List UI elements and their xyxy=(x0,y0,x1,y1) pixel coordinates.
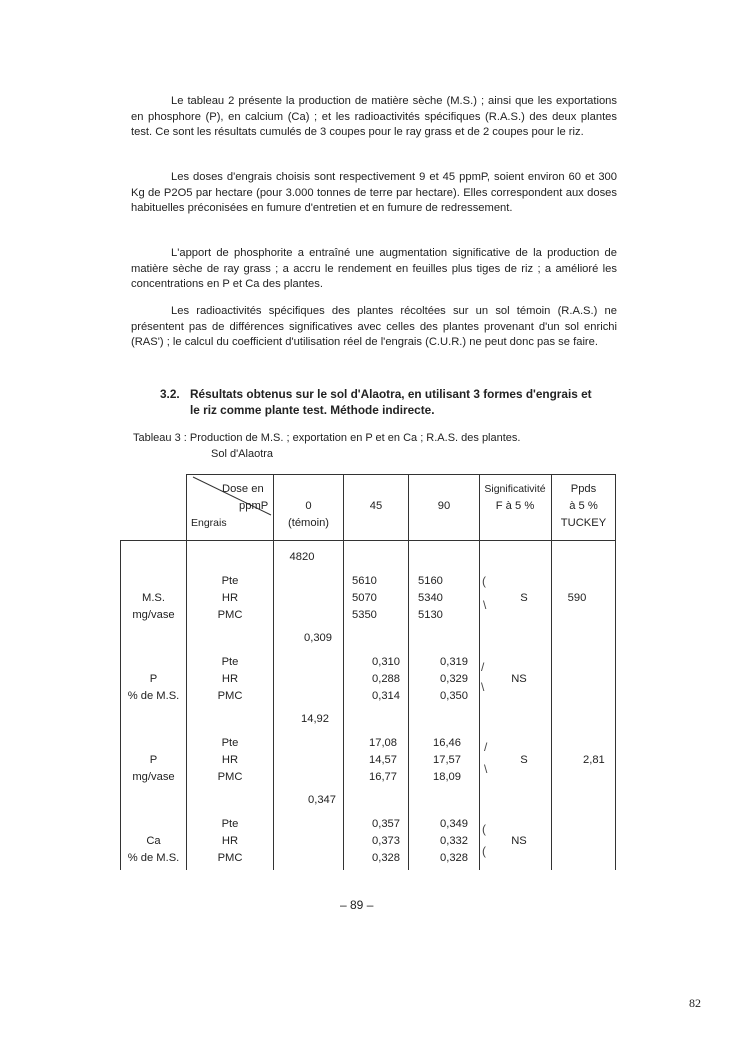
group-p-pct-row3-v45: 0,314 xyxy=(372,690,400,702)
group-p-pct-row1-engrais: Pte xyxy=(221,656,239,668)
group-ca-label2: % de M.S. xyxy=(127,852,180,864)
group-ca-row2-engrais: HR xyxy=(221,835,239,847)
group-p-mg-signif: S xyxy=(520,754,528,766)
section-title-line2: le riz comme plante test. Méthode indirecte. xyxy=(190,403,435,417)
group-p-pct-row1-v45: 0,310 xyxy=(372,656,400,668)
group-p-pct-brace-mark: / xyxy=(481,660,485,674)
group-ca-temoin: 0,347 xyxy=(308,794,336,806)
header-ppm-label: ppmP xyxy=(239,500,269,512)
group-p-mg-ppds: 2,81 xyxy=(583,754,605,766)
group-ms-row1-v90: 5160 xyxy=(418,575,443,587)
sheet-number: 82 xyxy=(689,996,701,1010)
group-ca-row1-engrais: Pte xyxy=(221,818,239,830)
group-p-mg-row2-v90: 17,57 xyxy=(433,754,461,766)
group-ms-row3-v90: 5130 xyxy=(418,609,443,621)
group-ca-brace-mark: ( xyxy=(482,822,486,836)
paragraph-3-text: L'apport de phosphorite a entraîné une augmentation significative de la production de matière sèche de ray grass ; a accru le rendement en feuilles plus tiges de riz ; a amélioré les concentrations en P et Ca des plantes. xyxy=(131,247,617,291)
group-p-pct-row1-v90: 0,319 xyxy=(440,656,468,668)
table-col-0-border xyxy=(273,474,274,870)
group-ms-temoin: 4820 xyxy=(289,551,315,563)
table-header-rule xyxy=(120,540,615,541)
group-p-mg-row2-engrais: HR xyxy=(221,754,239,766)
paragraph-2-text: Les doses d'engrais choisis sont respectivement 9 et 45 ppmP, soient environ 60 et 300 Kg de P2O5 par hectare (pour 3.000 tonnes de terre par hectare). Elles correspondent aux doses habituelles préconisées en fumure d'entretien et en fumure de redressement. xyxy=(131,171,617,215)
group-p-pct-row3-engrais: PMC xyxy=(217,690,243,702)
group-p-mg-row1-v45: 17,08 xyxy=(369,737,397,749)
group-p-mg-label1: P xyxy=(149,754,158,766)
group-p-pct-signif: NS xyxy=(511,673,527,685)
header-col-90: 90 xyxy=(437,500,451,512)
group-p-pct-label1: P xyxy=(149,673,158,685)
paragraph-1-text: Le tableau 2 présente la production de matière sèche (M.S.) ; ainsi que les exportations en phosphore (P), en calcium (Ca) ; et les radioactivités spécifiques (R.A.S.) des deux plantes test. Ce sont les résultats cumulés de 3 coupes pour le ray grass et de 2 coupes pour le riz. xyxy=(131,95,617,139)
group-ca-row3-v45: 0,328 xyxy=(372,852,400,864)
group-p-mg-temoin: 14,92 xyxy=(301,713,329,725)
paragraph-3 xyxy=(131,246,617,293)
group-p-mg-row3-engrais: PMC xyxy=(217,771,243,783)
group-ms-brace-mark-2: \ xyxy=(483,598,487,612)
page-number: – 89 – xyxy=(340,898,374,912)
group-ca-signif: NS xyxy=(511,835,527,847)
group-ms-row3-engrais: PMC xyxy=(217,609,243,621)
header-engrais-label: Engrais xyxy=(191,517,227,529)
header-signif: Significativité xyxy=(484,483,546,495)
group-ms-row2-v45: 5070 xyxy=(352,592,377,604)
section-number: 3.2. xyxy=(160,387,180,401)
group-p-pct-brace-mark-2: \ xyxy=(481,680,485,694)
header-col-45: 45 xyxy=(369,500,383,512)
group-ca-row3-v90: 0,328 xyxy=(440,852,468,864)
table-col-90-border xyxy=(408,474,409,870)
group-ms-label2: mg/vase xyxy=(132,609,175,621)
paragraph-4-text: Les radioactivités spécifiques des plantes récoltées sur un sol témoin (R.A.S.) ne présentent pas de différences significatives avec celles des plantes provenant d'un sol enrichi (RAS') ; le calcul du coefficient d'utilisation réel de l'engrais (C.U.R.) ne peut donc pas se faire. xyxy=(131,305,617,349)
header-col-0: 0 xyxy=(305,500,312,512)
group-ms-row1-v45: 5610 xyxy=(352,575,377,587)
group-ca-row1-v90: 0,349 xyxy=(440,818,468,830)
group-ms-signif: S xyxy=(520,592,528,604)
group-ms-row3-v45: 5350 xyxy=(352,609,377,621)
group-p-pct-row3-v90: 0,350 xyxy=(440,690,468,702)
group-ms-ppds: 590 xyxy=(567,592,587,604)
group-p-pct-row2-engrais: HR xyxy=(221,673,239,685)
header-ppds: Ppds xyxy=(570,483,597,495)
paragraph-1 xyxy=(131,94,617,141)
group-p-mg-brace-mark: / xyxy=(484,740,488,754)
table-col-45-border xyxy=(343,474,344,870)
group-ms-row1-engrais: Pte xyxy=(221,575,239,587)
table-right-border xyxy=(615,474,616,870)
group-ca-label1: Ca xyxy=(146,835,161,847)
group-p-mg-row2-v45: 14,57 xyxy=(369,754,397,766)
group-ms-label1: M.S. xyxy=(142,592,165,604)
group-ca-row3-engrais: PMC xyxy=(217,852,243,864)
group-p-mg-label2: mg/vase xyxy=(132,771,175,783)
group-p-mg-row1-v90: 16,46 xyxy=(433,737,461,749)
group-p-pct-label2: % de M.S. xyxy=(127,690,180,702)
paragraph-2 xyxy=(131,170,617,217)
group-p-mg-brace-mark-2: \ xyxy=(484,762,488,776)
table-caption-line1: Tableau 3 : Production de M.S. ; exportation en P et en Ca ; R.A.S. des plantes. xyxy=(133,432,521,444)
header-dose-label: Dose en xyxy=(222,483,264,495)
table-caption xyxy=(133,431,623,462)
group-ca-row2-v90: 0,332 xyxy=(440,835,468,847)
header-col-0-sub: (témoin) xyxy=(287,517,330,529)
group-ms-row2-engrais: HR xyxy=(221,592,239,604)
group-ca-brace-mark-2: ( xyxy=(482,844,486,858)
group-ca-row1-v45: 0,357 xyxy=(372,818,400,830)
paragraph-4 xyxy=(131,304,617,351)
group-p-pct-row2-v45: 0,288 xyxy=(372,673,400,685)
header-ppds-sub: à 5 % xyxy=(569,500,598,512)
group-p-pct-row2-v90: 0,329 xyxy=(440,673,468,685)
section-title-line1: Résultats obtenus sur le sol d'Alaotra, en utilisant 3 formes d'engrais et xyxy=(190,387,592,401)
group-p-pct-temoin: 0,309 xyxy=(304,632,332,644)
table-left-border xyxy=(120,540,121,870)
group-ms-brace-mark: ( xyxy=(482,574,486,588)
group-p-mg-row3-v45: 16,77 xyxy=(369,771,397,783)
group-ms-row2-v90: 5340 xyxy=(418,592,443,604)
group-p-mg-row3-v90: 18,09 xyxy=(433,771,461,783)
header-ppds-tuckey: TUCKEY xyxy=(560,517,607,529)
group-ca-row2-v45: 0,373 xyxy=(372,835,400,847)
group-p-mg-row1-engrais: Pte xyxy=(221,737,239,749)
table-caption-line2: Sol d'Alaotra xyxy=(211,447,274,460)
header-signif-sub: F à 5 % xyxy=(495,500,535,512)
section-heading xyxy=(160,386,620,418)
